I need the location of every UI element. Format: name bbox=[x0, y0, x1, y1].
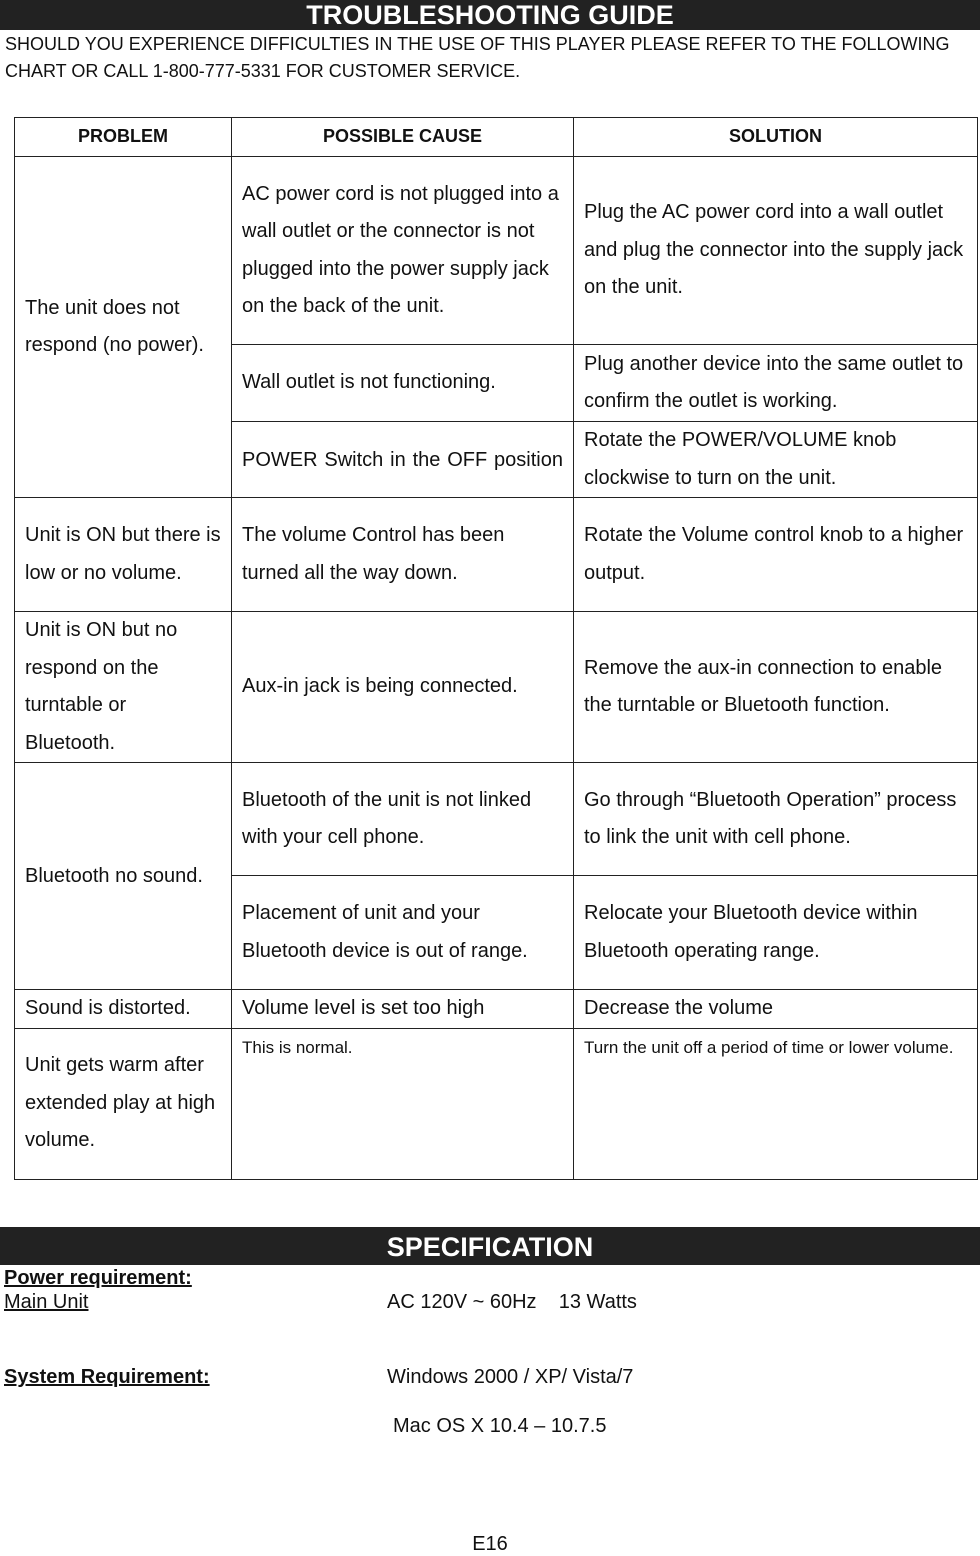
header-problem: PROBLEM bbox=[15, 118, 232, 157]
cause-cell: POWER Switch in the OFF position bbox=[232, 422, 574, 498]
solution-cell: Decrease the volume bbox=[574, 990, 978, 1029]
system-mac-value: Mac OS X 10.4 – 10.7.5 bbox=[393, 1415, 607, 1437]
cause-cell: Volume level is set too high bbox=[232, 990, 574, 1029]
solution-cell: Relocate your Bluetooth device within Bluetooth operating range. bbox=[574, 876, 978, 990]
cause-cell: The volume Control has been turned all the way down. bbox=[232, 498, 574, 612]
table-row bbox=[15, 157, 978, 345]
specification-title: SPECIFICATION bbox=[0, 1227, 980, 1265]
table-row bbox=[15, 990, 978, 1029]
solution-cell: Remove the aux-in connection to enable the turntable or Bluetooth function. bbox=[574, 612, 978, 763]
cause-cell: This is normal. bbox=[232, 1028, 574, 1179]
page-number: E16 bbox=[472, 1533, 508, 1555]
header-solution: SOLUTION bbox=[574, 118, 978, 157]
system-windows-value: Windows 2000 / XP/ Vista/7 bbox=[387, 1366, 634, 1388]
solution-cell: Turn the unit off a period of time or lower volume. bbox=[574, 1028, 978, 1179]
problem-cell: Unit gets warm after extended play at high volume. bbox=[15, 1028, 232, 1179]
header-cause: POSSIBLE CAUSE bbox=[232, 118, 574, 157]
table-row bbox=[15, 612, 978, 763]
cause-cell: Bluetooth of the unit is not linked with your cell phone. bbox=[232, 763, 574, 876]
main-unit-label: Main Unit bbox=[4, 1291, 89, 1313]
troubleshooting-title: TROUBLESHOOTING GUIDE bbox=[0, 0, 980, 30]
cause-cell: Placement of unit and your Bluetooth device is out of range. bbox=[232, 876, 574, 990]
system-requirement-label: System Requirement: bbox=[4, 1366, 210, 1388]
intro-text: SHOULD YOU EXPERIENCE DIFFICULTIES IN THE USE OF THIS PLAYER PLEASE REFER TO THE FOLLOWING CHART OR CALL 1-800-777-5331 FOR CUSTOMER SERVICE. bbox=[5, 34, 950, 81]
solution-cell: Rotate the Volume control knob to a higher output. bbox=[574, 498, 978, 612]
problem-cell: Sound is distorted. bbox=[15, 990, 232, 1029]
solution-cell: Plug another device into the same outlet to confirm the outlet is working. bbox=[574, 345, 978, 422]
solution-cell: Plug the AC power cord into a wall outlet and plug the connector into the supply jack on the unit. bbox=[574, 157, 978, 345]
problem-cell: Unit is ON but there is low or no volume. bbox=[15, 498, 232, 612]
main-unit-value: AC 120V ~ 60Hz 13 Watts bbox=[387, 1291, 637, 1313]
power-requirement-label: Power requirement: bbox=[4, 1267, 192, 1289]
table-row bbox=[15, 763, 978, 876]
solution-cell: Rotate the POWER/VOLUME knob clockwise to turn on the unit. bbox=[574, 422, 978, 498]
problem-cell: Bluetooth no sound. bbox=[15, 763, 232, 990]
table-header-row bbox=[15, 118, 978, 157]
problem-cell: The unit does not respond (no power). bbox=[15, 157, 232, 498]
table-row bbox=[15, 498, 978, 612]
problem-cell: Unit is ON but no respond on the turntable or Bluetooth. bbox=[15, 612, 232, 763]
cause-cell: Wall outlet is not functioning. bbox=[232, 345, 574, 422]
cause-cell: AC power cord is not plugged into a wall outlet or the connector is not plugged into the power supply jack on the back of the unit. bbox=[232, 157, 574, 345]
table-row bbox=[15, 1028, 978, 1179]
troubleshooting-table bbox=[14, 117, 978, 1180]
cause-cell: Aux-in jack is being connected. bbox=[232, 612, 574, 763]
solution-cell: Go through “Bluetooth Operation” process to link the unit with cell phone. bbox=[574, 763, 978, 876]
